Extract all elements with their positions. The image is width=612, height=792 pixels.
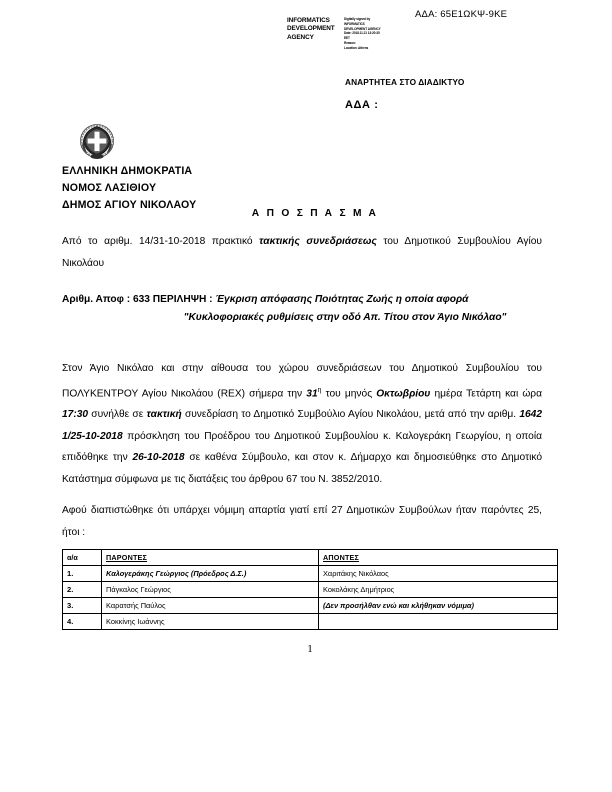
body-served-date: 26-10-2018	[132, 452, 185, 464]
ida-sig-line-4: EET	[344, 36, 350, 41]
decision-summary-text: Έγκριση απόφασης Ποιότητας Ζωής η οποία αφορά	[215, 294, 469, 305]
row-index: 1.	[63, 566, 102, 582]
quorum-paragraph: Αφού διαπιστώθηκε ότι υπάρχει νόμιμη απαρτία γιατί επί 27 Δημοτικών Συμβούλων ήταν παρόντες 25, ήτοι :	[62, 505, 542, 538]
intro-meeting-type: τακτικής συνεδριάσεως	[259, 236, 377, 247]
body-invitation-number: 1642 1/25-10-2018	[62, 409, 542, 442]
decision-number-label: Αριθμ. Αποφ : 633 ΠΕΡΙΛΗΨΗ :	[62, 294, 216, 305]
row-present-name: Πάγκαλος Γεώργιος	[102, 582, 319, 598]
ida-sig-line-3: Date: 2018.11.21 13:20:35	[344, 31, 380, 36]
body-meeting-type: τακτική	[146, 409, 182, 421]
intro-paragraph	[62, 231, 542, 274]
row-absent-name	[319, 614, 558, 630]
body-day-sup: η	[317, 386, 322, 394]
row-index: 4.	[63, 614, 102, 630]
row-index: 2.	[63, 582, 102, 598]
body-s7: σε καθένα Σύμβουλο, και στον κ. Δήμαρχο και δημοσιεύθηκε στο Δημοτικό Κατάστημα σύμφωνα με τις διατάξεις του άρθρου 67 του Ν. 3852/2010.	[62, 452, 542, 485]
row-present-name: Καρατσής Παύλος	[102, 598, 319, 614]
row-absent-note: (Δεν προσήλθαν ενώ και κλήθηκαν νόμιμα)	[319, 598, 558, 614]
header-cell-index	[63, 550, 102, 566]
ada-label: ΑΔΑ :	[345, 99, 379, 111]
intro-before: Από το αριθμ. 14/31-10-2018 πρακτικό	[62, 236, 260, 247]
decision-quoted-title: "Κυκλοφοριακές ρυθμίσεις στην οδό Απ. Τίτου στον Άγιο Νικόλαο"	[183, 312, 507, 323]
header-absent-label: ΑΠΟΝΤΕΣ	[323, 553, 360, 562]
org-line-prefecture: ΝΟΜΟΣ ΛΑΣΙΘΙΟΥ	[62, 182, 157, 194]
ida-sig-line-5: Reason:	[344, 40, 356, 45]
table-row	[63, 582, 558, 598]
row-absent-name: Χαριτάκης Νικόλαος	[319, 566, 558, 582]
body-s5: συνεδρίαση το Δημοτικό Συμβούλιο Αγίου Νικολάου, μετά από την αριθμ.	[181, 409, 520, 421]
table-row	[63, 614, 558, 630]
org-line-municipality: ΔΗΜΟΣ ΑΓΙΟΥ ΝΙΚΟΛΑΟΥ	[62, 199, 197, 211]
row-present-name: Κοκκίνης Ιωάννης	[102, 614, 319, 630]
body-s6: πρόσκληση του Προέδρου του Δημοτικού Συμβουλίου κ. Καλογεράκη Γεωργίου, η οποία επιδόθηκε την	[62, 430, 542, 464]
ida-sig-line-2: DEVELOPMENT AGENCY	[344, 26, 381, 31]
decision-summary-block	[62, 291, 542, 327]
body-s2: του μηνός	[321, 387, 377, 399]
ida-sig-line-0: Digitally signed by	[344, 17, 371, 21]
publication-notice: ΑΝΑΡΤΗΤΕΑ ΣΤΟ ΔΙΑΔΙΚΤΥΟ	[345, 77, 465, 87]
body-s3: ημέρα Τετάρτη και ώρα	[430, 387, 542, 399]
ida-signature-details	[344, 17, 394, 50]
attendance-table	[62, 549, 558, 630]
body-paragraph	[62, 358, 542, 490]
body-time: 17:30	[62, 409, 89, 421]
table-row	[63, 598, 558, 614]
table-row	[63, 566, 558, 582]
row-present-name: Καλογεράκης Γεώργιος (Πρόεδρος Δ.Σ.)	[102, 566, 319, 582]
organization-block	[62, 163, 196, 214]
ida-agency-name: INFORMATICS DEVELOPMENT AGENCY	[287, 17, 335, 41]
body-s1: Στον Άγιο Νικόλαο και στην αίθουσα του χώρου συνεδριάσεων του Δημοτικού Συμβουλίου του ΠΟΛΥΚΕΝΤΡΟΥ Αγίου Νικολάου (REX) σήμερα την	[62, 363, 542, 399]
intro-after: του Δημοτικού Συμβουλίου Αγίου Νικολάου	[62, 236, 542, 269]
header-present-label: ΠΑΡΟΝΤΕΣ	[106, 553, 148, 562]
org-line-country: ΕΛΛΗΝΙΚΗ ΔΗΜΟΚΡΑΤΙΑ	[62, 165, 193, 177]
header-cell-absent	[319, 550, 558, 566]
ida-sig-line-1: INFORMATICS	[344, 21, 365, 26]
document-title: Α Π Ο Σ Π Α Σ Μ Α	[251, 208, 379, 219]
page-number: 1	[307, 643, 313, 655]
table-header-row	[63, 550, 558, 566]
header-cell-present	[102, 550, 319, 566]
body-month: Οκτωβρίου	[376, 387, 431, 399]
ida-sig-line-6: Location: Athens	[344, 45, 369, 50]
header-index-label: α/α	[67, 553, 78, 562]
greek-coat-of-arms-icon	[79, 123, 115, 159]
body-day-ordinal: 31	[306, 387, 318, 399]
row-absent-name: Κοκολάκης Δημήτριος	[319, 582, 558, 598]
ada-code-top: ΑΔΑ: 65Ε1ΩΚΨ-9ΚΕ	[415, 9, 508, 20]
row-index: 3.	[63, 598, 102, 614]
body-s4: συνήλθε σε	[88, 409, 147, 421]
ida-digital-signature-stamp	[287, 17, 397, 50]
